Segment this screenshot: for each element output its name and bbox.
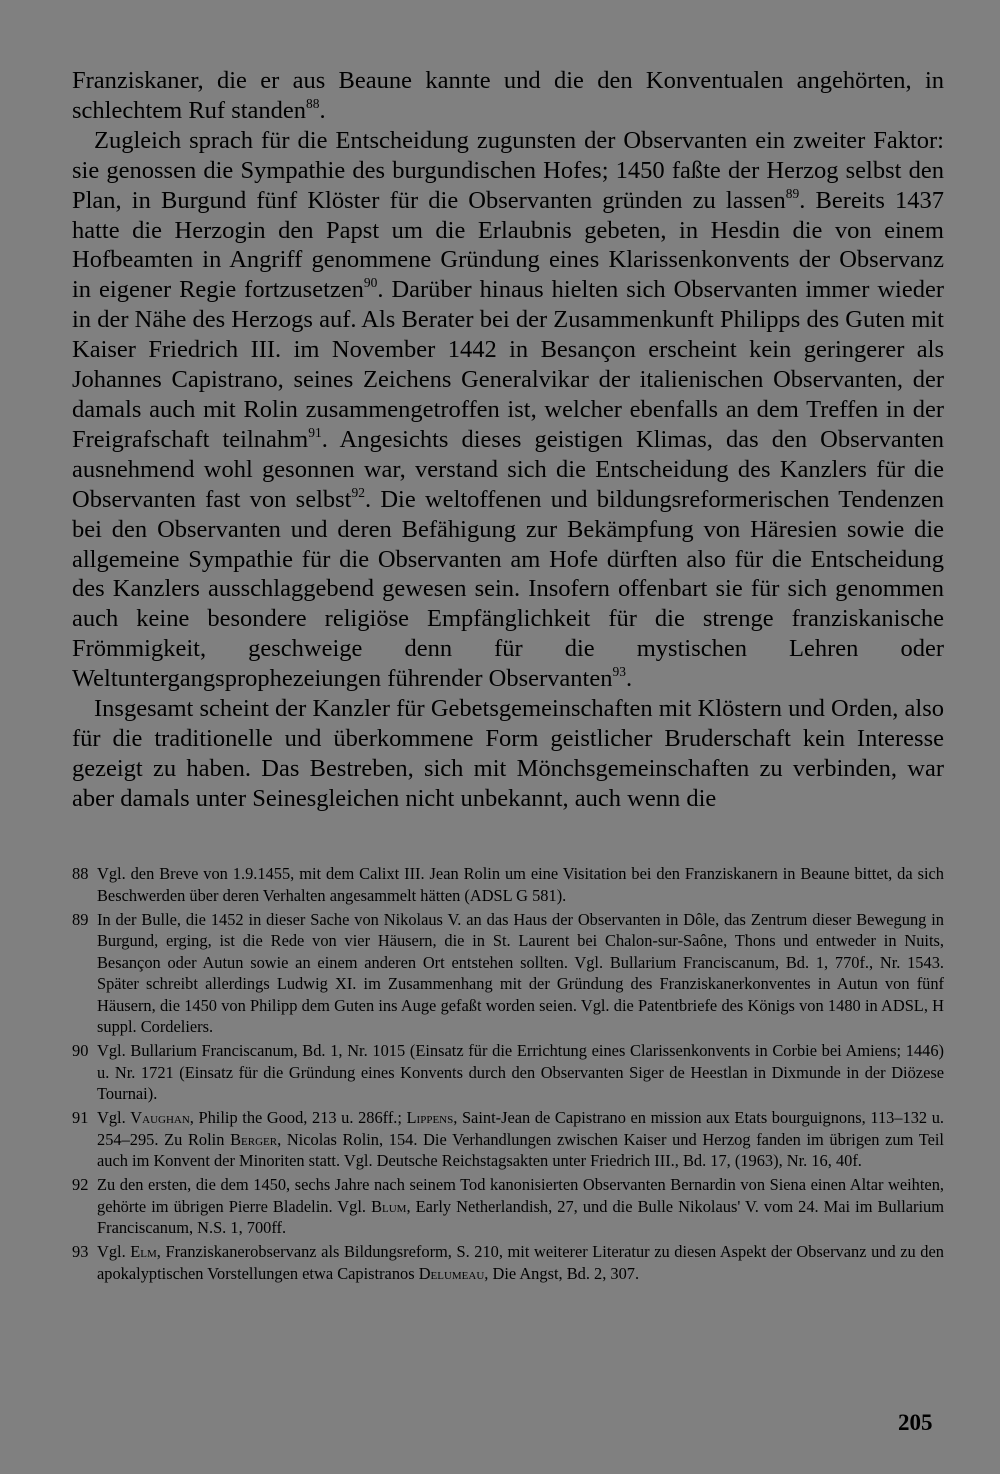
footnote-text: , Franziskanerobservanz als Bildungsreform, S. 210, mit weiterer Literatur zu diesen Aspekt der Observanz und zu den apokalyptischen Vorstellungen etwa Capistranos (97, 1242, 944, 1283)
footnote-number: 88 (72, 864, 89, 883)
author-name: Vaughan (130, 1108, 190, 1127)
paragraph-2-end: . (625, 665, 633, 693)
footnote-text: , Philip the Good, 213 u. 286ff.; (189, 1108, 407, 1127)
footnote-number: 92 (72, 1175, 89, 1194)
footnote-text: , Early Netherlandish, 27, und die Bulle Nikolaus' V. vom 24. Mai im Bullarium Franciscanum, N.S. 1, 700ff. (97, 1196, 944, 1237)
main-text (72, 66, 944, 814)
paragraph-2 (72, 126, 944, 694)
footnote-93 (72, 1241, 944, 1284)
author-name: Blum (371, 1196, 407, 1216)
footnote-text: Vgl. Bullarium Franciscanum, Bd. 1, Nr. 1015 (Einsatz für die Errichtung eines Clarissenkonvents in Corbie bei Amiens; 1446) u. Nr. 1721 (Einsatz für die Gründung eines Konvents durch den Observanten Siger de Heestlan in Dixmunde in der Diözese Tournai). (97, 1041, 944, 1103)
author-name: Berger (230, 1129, 278, 1149)
paragraph-2-text-1: Zugleich sprach für die Entscheidung zugunsten der Observanten ein zweiter Faktor: sie genossen die Sympathie des burgundischen Hofes; 1450 faßte der Herzog selbst den Plan, in Burgund fünf Klöster für die Observanten gründen zu lassen (72, 126, 944, 214)
paragraph-3 (72, 694, 944, 814)
footnote-text: Zu den ersten, die dem 1450, sechs Jahre nach seinem Tod kanonisierten Observanten Bernardin von Siena einen Altar weihten, gehörte im übrigen Pierre Bladelin. Vgl. (97, 1175, 944, 1216)
footnote-text: In der Bulle, die 1452 in dieser Sache von Nikolaus V. an das Haus der Observanten in Dôle, das Zentrum dieser Bewegung in Burgund, erging, ist die Rede von vier Häusern, die in St. Laurent bei Chalon-sur-Saône, Thons und entweder in Nuits, Besançon oder Autun sowie an einem anderen Ort entstehen sollten. Vgl. Bullarium Franciscanum, Bd. 1, 770f., Nr. 1543. Später schreibt allerdings Ludwig XI. im Zusammenhang mit der Gründung des Franziskanerkonventes in Autun von fünf Häusern, die 1450 von Philipp dem Guten ins Auge gefaßt worden seien. Vgl. die Patentbriefe des Königs von 1480 in ADSL, H suppl. Cordeliers. (97, 909, 944, 1036)
footnote-ref-93: 93 (612, 664, 626, 680)
footnote-text: , Die Angst, Bd. 2, 307. (484, 1263, 640, 1283)
footnote-91 (72, 1107, 944, 1172)
footnote-text: Vgl. (97, 1242, 131, 1261)
paragraph-1-text: Franziskaner, die er aus Beaune kannte und die den Konventualen angehörten, in schlechtem Ruf standen (72, 67, 944, 124)
author-name: Elm (130, 1242, 157, 1261)
footnote-text: Vgl. den Breve von 1.9.1455, mit dem Calixt III. Jean Rolin um eine Visitation bei den Franziskanern in Beaune bittet, da sich Beschwerden über deren Verhalten angesammelt hätten (ADSL G 581). (97, 864, 944, 905)
footnote-89 (72, 909, 944, 1038)
paragraph-2-text-3: . Darüber hinaus hielten sich Observanten immer wieder in der Nähe des Herzogs auf. Als Berater bei der Zusammenkunft Philipps des Guten mit Kaiser Friedrich III. im November 1442 in Besançon erscheint kein geringerer als Johannes Capistrano, seines Zeichens Generalvikar der italienischen Observanten, der damals auch mit Rolin zusammengetroffen ist, welcher ebenfalls an dem Treffen in der Freigrafschaft teilnahm (72, 276, 944, 453)
author-name: Delumeau (418, 1263, 485, 1283)
footnote-ref-88: 88 (306, 95, 320, 111)
paragraph-1-end: . (319, 96, 326, 124)
paragraph-2-text-2: . Bereits 1437 hatte die Herzogin den Papst um die Erlaubnis gebeten, in Hesdin die von einem Hofbeamten in Angriff genommene Gründung eines Klarissenkonvents der Observanz in eigener Regie fortzusetzen (72, 186, 944, 304)
footnote-text: , Saint-Jean de Capistrano en mission aux Etats bourguignons, 113–132 u. 254–295. Zu Rolin (97, 1108, 945, 1149)
paragraph-2-text-5: . Die weltoffenen und bildungsreformerischen Tendenzen bei den Observanten und deren Befähigung zur Bekämpfung von Häresien sowie die allgemeine Sympathie für die Observanten am Hofe dürften also für die Entscheidung des Kanzlers ausschlaggebend gewesen sein. Insofern offenbart sie für sich genommen auch keine besondere religiöse Empfänglichkeit für die strenge franziskanische Frömmigkeit, geschweige denn für die mystischen Lehren oder Weltuntergangsprophezeiungen führender Observanten (72, 485, 945, 693)
footnote-92 (72, 1174, 944, 1239)
page-number: 205 (898, 1410, 933, 1435)
footnote-text: , Nicolas Rolin, 154. Die Verhandlungen zwischen Kaiser und Herzog fanden im übrigen zum Teil auch im Konvent der Minoriten statt. Vgl. Deutsche Reichstagsakten unter Friedrich III., Bd. 17, (1963), Nr. 16, 40f. (97, 1129, 944, 1170)
footnote-number: 93 (72, 1242, 89, 1261)
footnote-ref-92: 92 (351, 484, 365, 500)
footnote-number: 91 (72, 1108, 89, 1127)
footnotes (72, 863, 944, 1287)
footnote-ref-89: 89 (785, 185, 800, 201)
footnote-90 (72, 1040, 944, 1105)
author-name: Lippens (406, 1108, 454, 1127)
footnote-text: Vgl. (97, 1108, 131, 1127)
paragraph-2-text-4: . Angesichts dieses geistigen Klimas, das den Observanten ausnehmend wohl gesonnen war, verstand sich die Entscheidung des Kanzlers für die Observanten fast von selbst (72, 425, 944, 513)
footnote-ref-90: 90 (363, 275, 378, 291)
paragraph-3-text: Insgesamt scheint der Kanzler für Gebetsgemeinschaften mit Klöstern und Orden, also für die traditionelle und überkommene Form geistlicher Bruderschaft kein Interesse gezeigt zu haben. Das Bestreben, sich mit Mönchsgemeinschaften zu verbinden, war aber damals unter Seinesgleichen nicht unbekannt, auch wenn die (72, 695, 944, 812)
footnote-number: 89 (72, 909, 89, 929)
footnote-ref-91: 91 (308, 424, 322, 440)
footnote-number: 90 (72, 1041, 89, 1060)
paragraph-1 (72, 66, 944, 126)
footnote-88 (72, 863, 944, 906)
